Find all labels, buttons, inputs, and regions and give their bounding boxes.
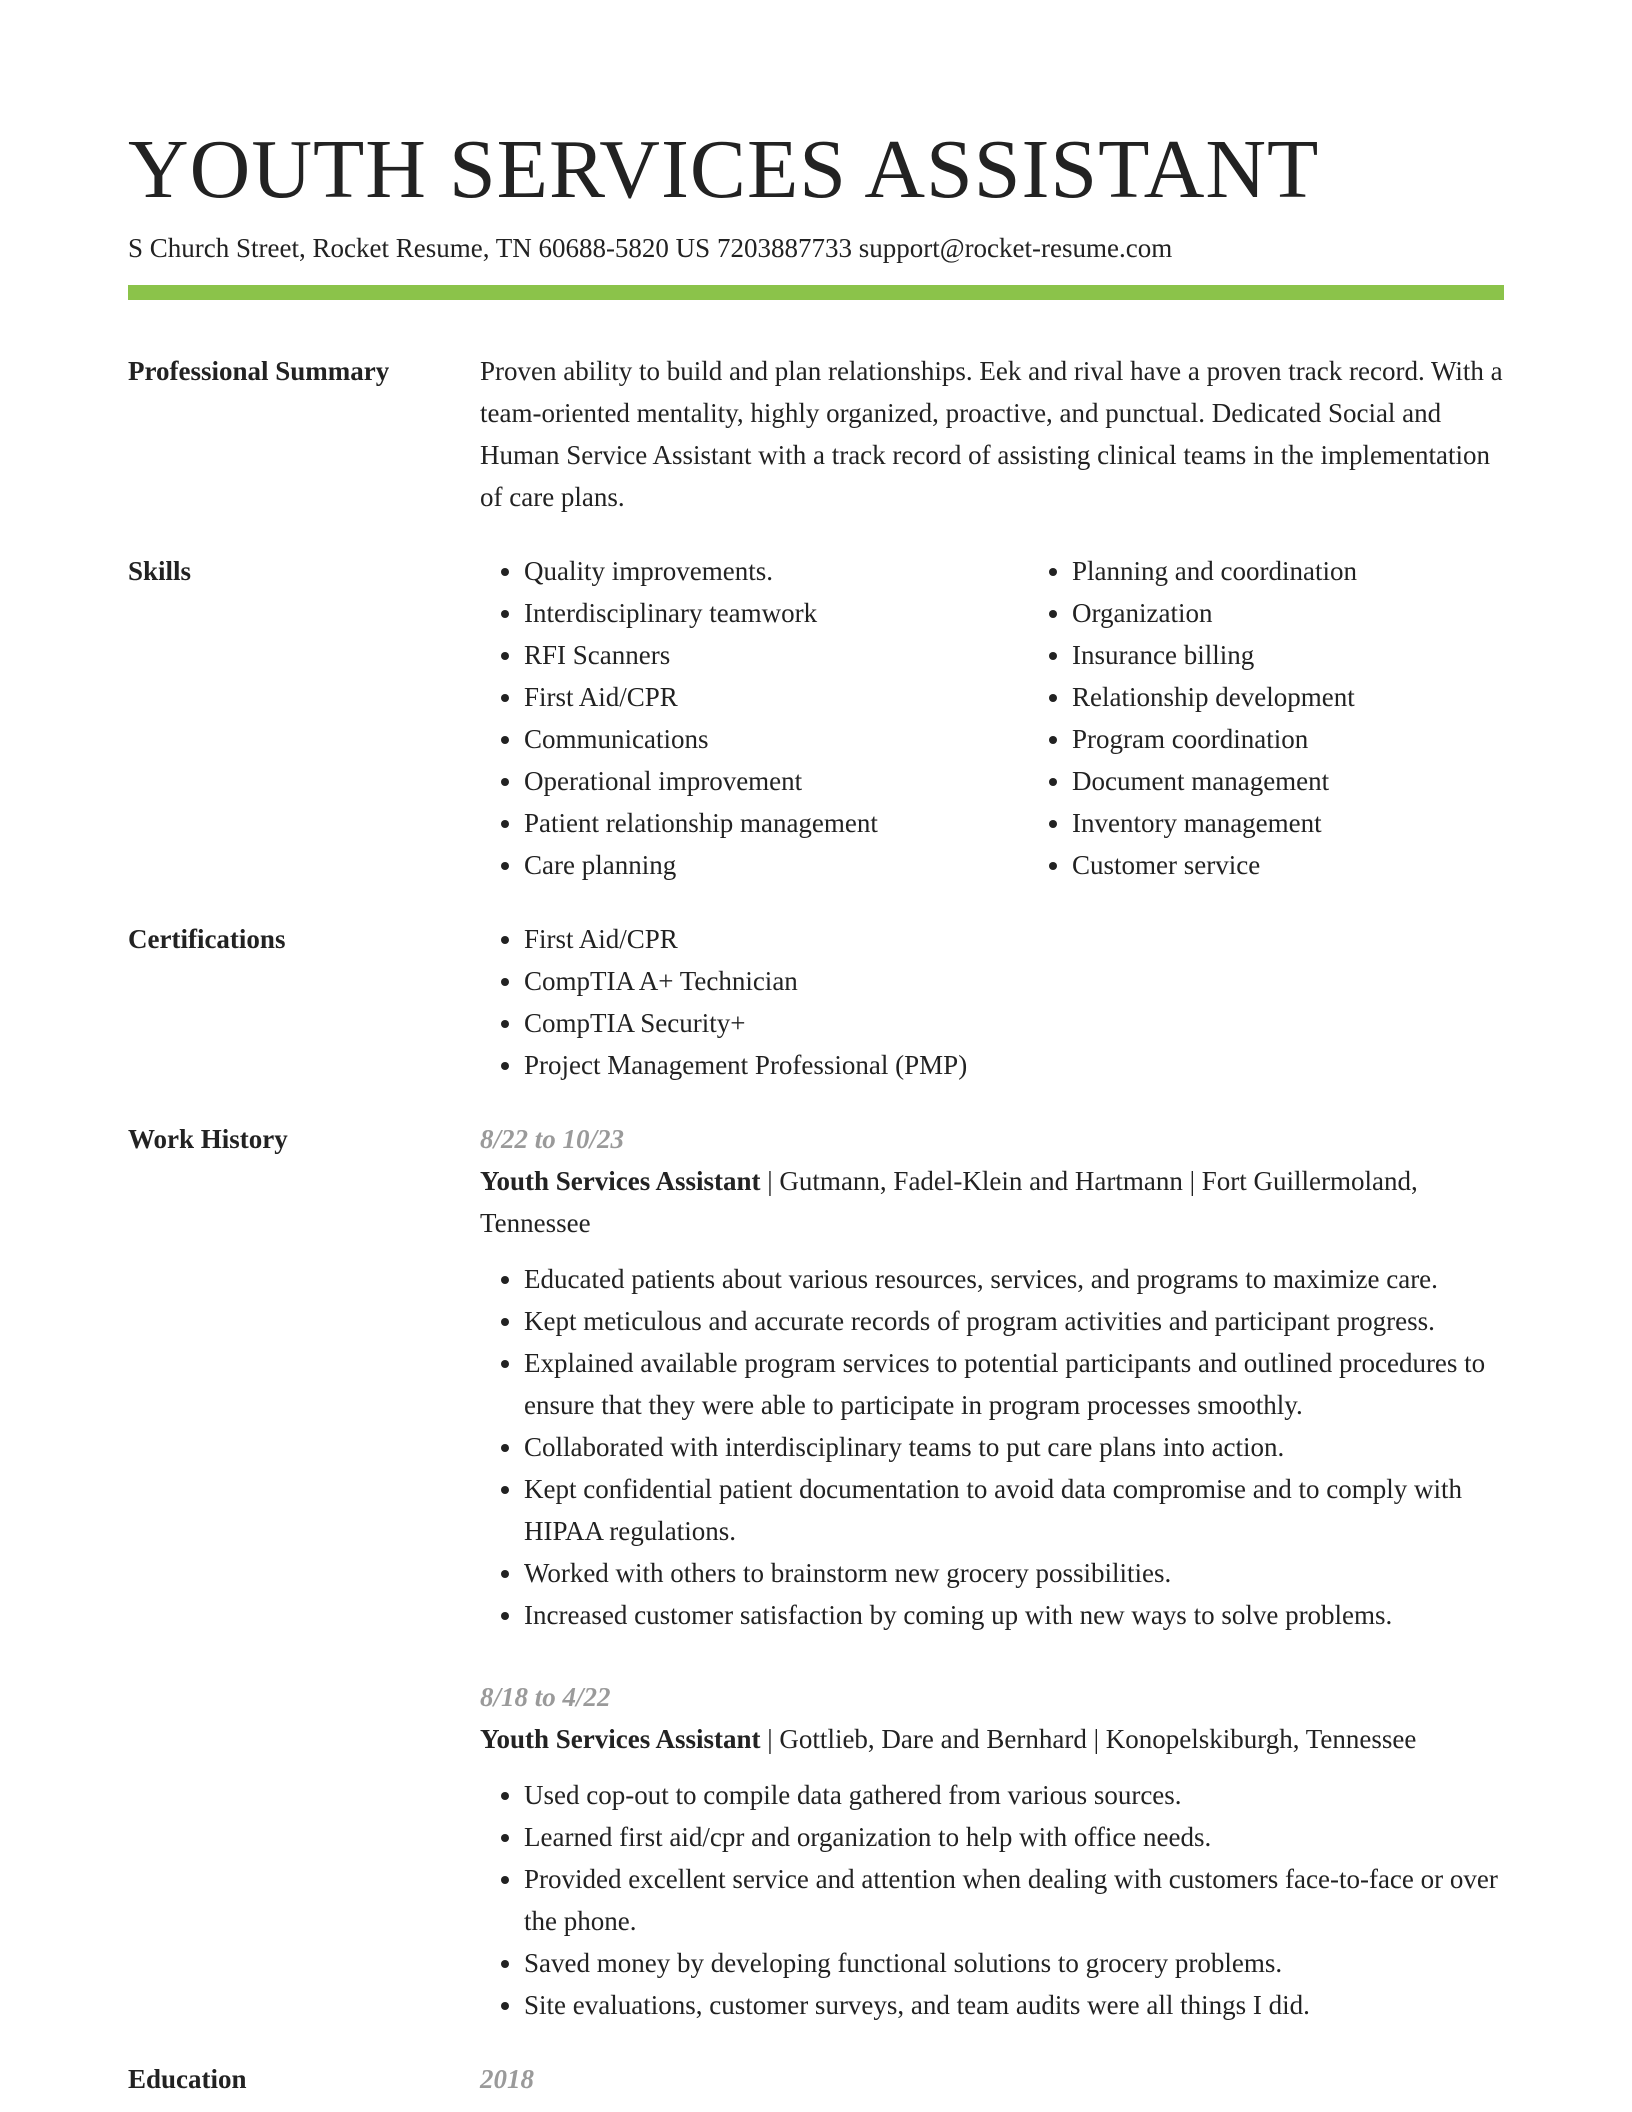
resume-page <box>128 120 1504 2100</box>
job-entry <box>480 1118 1504 1636</box>
certification-item: • CompTIA Security+ <box>524 1002 1504 1044</box>
work-history-section <box>128 1118 1504 2026</box>
certifications-body <box>480 918 1504 1086</box>
skill-item: • Quality improvements. <box>524 550 1028 592</box>
education-section <box>128 2058 1504 2100</box>
skill-item: • Care planning <box>524 844 1028 886</box>
job-bullet: • Collaborated with interdisciplinary teams to put care plans into action. <box>524 1426 1504 1468</box>
skill-item: • Organization <box>1072 592 1504 634</box>
skill-item: • First Aid/CPR <box>524 676 1028 718</box>
education-body <box>480 2058 1504 2100</box>
skill-item: • Patient relationship management <box>524 802 1028 844</box>
skill-item: • Customer service <box>1072 844 1504 886</box>
section-title-work-history: Work History <box>128 1124 288 1154</box>
skill-item: • Interdisciplinary teamwork <box>524 592 1028 634</box>
job-bullets <box>480 1258 1504 1636</box>
job-bullet: • Used cop-out to compile data gathered from various sources. <box>524 1774 1504 1816</box>
header-divider <box>128 285 1504 300</box>
job-employer-location: | Gottlieb, Dare and Bernhard | Konopelskiburgh, Tennessee <box>760 1724 1417 1754</box>
job-bullet: • Kept confidential patient documentation to avoid data compromise and to comply with HIPAA regulations. <box>524 1468 1504 1552</box>
skills-grid <box>480 550 1504 886</box>
job-bullet: • Site evaluations, customer surveys, and team audits were all things I did. <box>524 1984 1504 2026</box>
section-title-certifications: Certifications <box>128 924 286 954</box>
job-bullet: • Kept meticulous and accurate records of program activities and participant progress. <box>524 1300 1504 1342</box>
job-bullet: • Worked with others to brainstorm new grocery possibilities. <box>524 1552 1504 1594</box>
skills-body <box>480 550 1504 886</box>
skill-item: • Insurance billing <box>1072 634 1504 676</box>
skill-item: • Relationship development <box>1072 676 1504 718</box>
job-role: Youth Services Assistant <box>480 1724 761 1754</box>
certifications-list <box>480 918 1504 1086</box>
work-history-body <box>480 1118 1504 2026</box>
certifications-section <box>128 918 1504 1086</box>
skills-list-right <box>1028 550 1504 886</box>
skill-item: • Operational improvement <box>524 760 1028 802</box>
job-title-line <box>480 1160 1504 1244</box>
resume-name: YOUTH SERVICES ASSISTANT <box>128 123 1320 216</box>
education-year: 2018 <box>480 2064 534 2094</box>
skills-list-left <box>480 550 1028 886</box>
skills-section <box>128 550 1504 886</box>
job-employer-location: | Gutmann, Fadel-Klein and Hartmann | Fort Guillermoland, Tennessee <box>480 1166 1418 1238</box>
job-bullets <box>480 1774 1504 2026</box>
job-dates: 8/18 to 4/22 <box>480 1682 611 1712</box>
skill-item: • RFI Scanners <box>524 634 1028 676</box>
job-bullet: • Increased customer satisfaction by coming up with new ways to solve problems. <box>524 1594 1504 1636</box>
job-dates: 8/22 to 10/23 <box>480 1124 625 1154</box>
job-role: Youth Services Assistant <box>480 1166 761 1196</box>
skill-item: • Document management <box>1072 760 1504 802</box>
summary-text: Proven ability to build and plan relationships. Eek and rival have a proven track record. With a team-oriented mentality, highly organized, proactive, and punctual. Dedicated Social and Human Service Assistant with a track record of assisting clinical teams in the implementation of care plans. <box>480 356 1503 512</box>
job-bullet: • Provided excellent service and attention when dealing with customers face-to-face or over the phone. <box>524 1858 1504 1942</box>
skill-item: • Program coordination <box>1072 718 1504 760</box>
skill-item: • Planning and coordination <box>1072 550 1504 592</box>
certification-item: • CompTIA A+ Technician <box>524 960 1504 1002</box>
job-entry <box>480 1676 1504 2026</box>
section-title-summary: Professional Summary <box>128 356 390 386</box>
contact-line: S Church Street, Rocket Resume, TN 60688-5820 US 7203887733 support@rocket-resume.com <box>128 233 1173 263</box>
job-bullet: • Educated patients about various resources, services, and programs to maximize care. <box>524 1258 1504 1300</box>
section-title-skills: Skills <box>128 556 192 586</box>
job-bullet: • Learned first aid/cpr and organization to help with office needs. <box>524 1816 1504 1858</box>
certification-item: • Project Management Professional (PMP) <box>524 1044 1504 1086</box>
job-title-line <box>480 1718 1504 1760</box>
skill-item: • Communications <box>524 718 1028 760</box>
section-title-education: Education <box>128 2064 247 2094</box>
summary-section <box>128 350 1504 518</box>
summary-body <box>480 350 1504 518</box>
certification-item: • First Aid/CPR <box>524 918 1504 960</box>
skill-item: • Inventory management <box>1072 802 1504 844</box>
job-bullet: • Explained available program services to potential participants and outlined procedures to ensure that they were able to participate in program processes smoothly. <box>524 1342 1504 1426</box>
job-bullet: • Saved money by developing functional solutions to grocery problems. <box>524 1942 1504 1984</box>
